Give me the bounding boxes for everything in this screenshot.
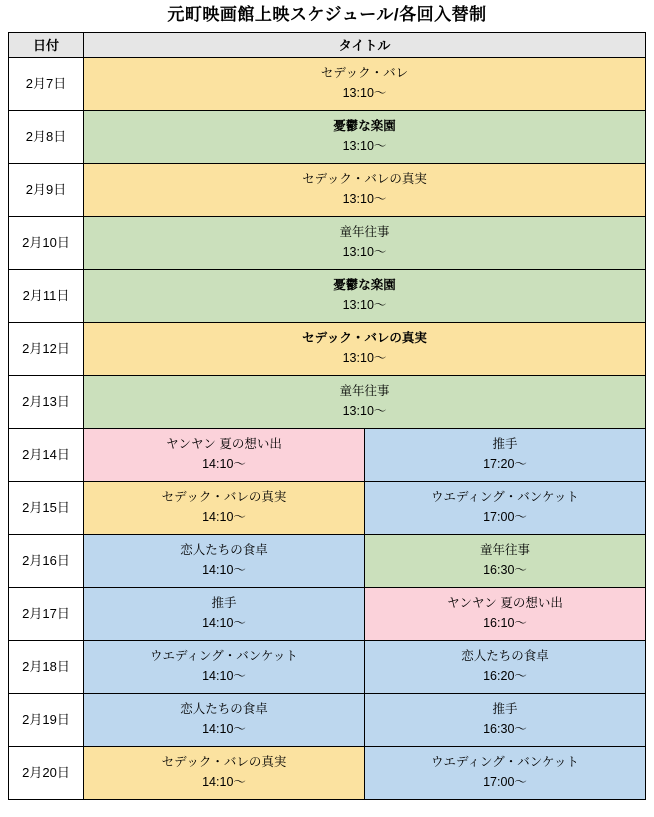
screening-time: 14:10〜 [202,774,246,789]
schedule-date-cell: 2月12日 [9,322,84,375]
screening-time: 13:10〜 [342,85,387,100]
screening-slot[interactable] [84,322,646,375]
screening-slot[interactable] [84,269,646,322]
table-row [9,428,646,481]
schedule-table [8,32,646,800]
schedule-date-cell: 2月17日 [9,587,84,640]
schedule-date-cell: 2月9日 [9,163,84,216]
table-row [9,481,646,534]
film-title: 恋人たちの食卓 [180,543,268,558]
screening-time: 14:10〜 [202,456,246,471]
screening-slot[interactable] [84,428,365,481]
table-row [9,322,646,375]
screening-time: 13:10〜 [342,244,387,259]
table-row [9,216,646,269]
screening-time: 14:10〜 [202,615,246,630]
screening-time: 16:20〜 [483,668,527,683]
table-row [9,693,646,746]
schedule-date-cell: 2月20日 [9,746,84,799]
screening-slot[interactable] [365,746,646,799]
page-title: 元町映画館上映スケジュール/各回入替制 [167,5,487,24]
film-title: ウエディング・バンケット [431,755,579,770]
film-title: セデック・バレの真実 [161,755,287,770]
screening-slot[interactable] [365,693,646,746]
screening-time: 17:20〜 [483,456,527,471]
screening-slot[interactable] [84,640,365,693]
table-header [9,32,646,57]
screening-time: 13:10〜 [342,297,387,312]
table-row [9,746,646,799]
table-row [9,57,646,110]
screening-time: 14:10〜 [202,668,246,683]
screening-time: 13:10〜 [342,350,387,365]
schedule-date-cell: 2月18日 [9,640,84,693]
screening-time: 16:30〜 [483,562,527,577]
film-title: 憂鬱な楽園 [333,278,396,293]
screening-slot[interactable] [365,640,646,693]
table-row [9,534,646,587]
table-row [9,110,646,163]
table-row [9,587,646,640]
film-title: ウエディング・バンケット [431,490,579,505]
screening-slot[interactable] [365,481,646,534]
screening-time: 13:10〜 [342,138,387,153]
film-title: セデック・バレの真実 [302,172,427,187]
film-title: ヤンヤン 夏の想い出 [166,437,282,452]
screening-slot[interactable] [365,587,646,640]
schedule-date-cell: 2月11日 [9,269,84,322]
film-title: セデック・バレ [320,66,409,81]
screening-time: 16:30〜 [483,721,527,736]
screening-slot[interactable] [365,428,646,481]
film-title: セデック・バレの真実 [302,331,427,346]
schedule-date-cell: 2月10日 [9,216,84,269]
schedule-date-cell: 2月13日 [9,375,84,428]
film-title: 推手 [211,596,237,611]
screening-slot[interactable] [84,746,365,799]
film-title: 童年往事 [479,543,530,558]
screening-slot[interactable] [84,534,365,587]
screening-slot[interactable] [365,534,646,587]
schedule-date-cell: 2月14日 [9,428,84,481]
screening-slot[interactable] [84,110,646,163]
film-title: 推手 [492,437,518,452]
table-body [9,57,646,799]
screening-slot[interactable] [84,481,365,534]
screening-time: 13:10〜 [342,191,387,206]
film-title: 憂鬱な楽園 [333,119,396,134]
schedule-date-cell: 2月8日 [9,110,84,163]
screening-slot[interactable] [84,693,365,746]
table-header-row [9,32,646,57]
screening-time: 16:10〜 [483,615,527,630]
screening-slot[interactable] [84,163,646,216]
screening-time: 14:10〜 [202,721,246,736]
film-title: 推手 [492,702,518,717]
column-header-date: 日付 [9,32,84,57]
schedule-date-cell: 2月7日 [9,57,84,110]
table-row [9,640,646,693]
film-title: 恋人たちの食卓 [180,702,268,717]
schedule-date-cell: 2月16日 [9,534,84,587]
screening-slot[interactable] [84,57,646,110]
screening-time: 14:10〜 [202,509,246,524]
screening-slot[interactable] [84,375,646,428]
schedule-date-cell: 2月19日 [9,693,84,746]
screening-time: 13:10〜 [342,403,387,418]
film-title: ヤンヤン 夏の想い出 [447,596,563,611]
screening-time: 17:00〜 [483,774,527,789]
film-title: 童年往事 [339,384,390,399]
table-row [9,269,646,322]
table-row [9,163,646,216]
film-title: ウエディング・バンケット [150,649,298,664]
screening-slot[interactable] [84,216,646,269]
schedule-date-cell: 2月15日 [9,481,84,534]
screening-slot[interactable] [84,587,365,640]
film-title: 恋人たちの食卓 [461,649,549,664]
table-row [9,375,646,428]
film-title: セデック・バレの真実 [161,490,287,505]
screening-time: 17:00〜 [483,509,527,524]
film-title: 童年往事 [339,225,390,240]
screening-time: 14:10〜 [202,562,246,577]
column-header-title: タイトル [84,32,646,57]
